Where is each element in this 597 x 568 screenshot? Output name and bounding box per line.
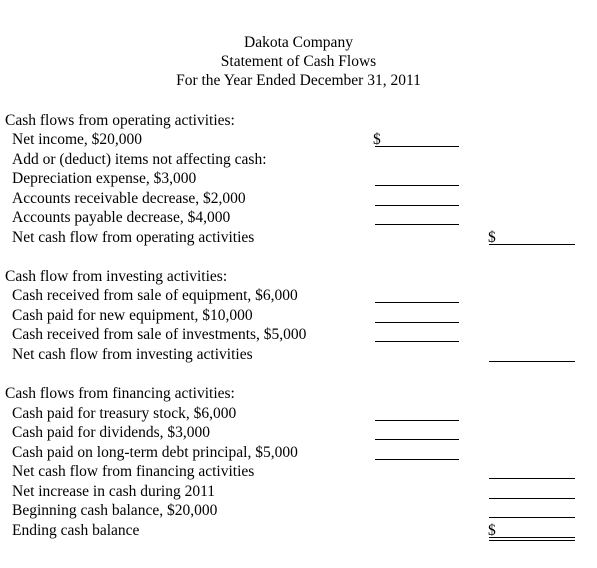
depreciation-label: Depreciation expense, $3,000 xyxy=(12,170,197,187)
operating-heading: Cash flows from operating activities: xyxy=(5,112,235,129)
investing-heading-row xyxy=(0,267,597,287)
answer-blank[interactable] xyxy=(375,205,459,206)
investing-heading: Cash flow from investing activities: xyxy=(5,268,228,285)
ar-decrease-row xyxy=(0,189,597,209)
financing-net-label: Net cash flow from financing activities xyxy=(12,463,255,480)
new-equipment-row xyxy=(0,306,597,326)
dividends-label: Cash paid for dividends, $3,000 xyxy=(12,424,211,441)
depreciation-row xyxy=(0,169,597,189)
ap-decrease-label: Accounts payable decrease, $4,000 xyxy=(12,209,231,226)
statement-header xyxy=(0,33,597,90)
financing-heading-row xyxy=(0,384,597,404)
statement-title: Statement of Cash Flows xyxy=(220,53,377,70)
answer-blank[interactable] xyxy=(489,517,575,518)
net-income-label: Net income, $20,000 xyxy=(12,131,143,148)
answer-blank[interactable] xyxy=(375,341,459,342)
answer-blank[interactable] xyxy=(375,439,459,440)
dollar-sign: $ xyxy=(488,522,496,539)
net-income-row xyxy=(0,130,597,150)
new-equipment-label: Cash paid for new equipment, $10,000 xyxy=(12,307,253,324)
operating-net-label: Net cash flow from operating activities xyxy=(12,229,255,246)
answer-blank[interactable] xyxy=(489,478,575,479)
dollar-sign: $ xyxy=(373,131,381,148)
ar-decrease-label: Accounts receivable decrease, $2,000 xyxy=(12,190,246,207)
investing-net-label: Net cash flow from investing activities xyxy=(12,346,253,363)
answer-blank[interactable] xyxy=(375,420,459,421)
adjustments-heading-row xyxy=(0,150,597,170)
operating-net-row xyxy=(0,228,597,248)
answer-blank[interactable] xyxy=(375,146,459,147)
debt-principal-label: Cash paid on long-term debt principal, $5,000 xyxy=(12,444,298,461)
sale-equipment-label: Cash received from sale of equipment, $6,000 xyxy=(12,287,298,304)
double-underline xyxy=(489,540,575,541)
net-increase-row xyxy=(0,482,597,502)
answer-blank[interactable] xyxy=(489,537,575,538)
dollar-sign: $ xyxy=(488,229,496,246)
adjustments-heading: Add or (deduct) items not affecting cash: xyxy=(12,151,267,168)
answer-blank[interactable] xyxy=(375,185,459,186)
dividends-row xyxy=(0,423,597,443)
treasury-stock-row xyxy=(0,404,597,424)
answer-blank[interactable] xyxy=(375,459,459,460)
answer-blank[interactable] xyxy=(375,322,459,323)
sale-investments-label: Cash received from sale of investments, $5,000 xyxy=(12,326,307,343)
financing-net-row xyxy=(0,462,597,482)
ending-balance-row xyxy=(0,521,597,541)
answer-blank[interactable] xyxy=(489,498,575,499)
company-name: Dakota Company xyxy=(244,34,353,51)
ending-balance-label: Ending cash balance xyxy=(12,522,140,539)
operating-heading-row xyxy=(0,111,597,131)
financing-heading: Cash flows from financing activities: xyxy=(5,385,235,402)
beginning-balance-label: Beginning cash balance, $20,000 xyxy=(12,502,218,519)
treasury-stock-label: Cash paid for treasury stock, $6,000 xyxy=(12,405,237,422)
answer-blank[interactable] xyxy=(489,244,575,245)
answer-blank[interactable] xyxy=(375,224,459,225)
answer-blank[interactable] xyxy=(489,361,575,362)
ap-decrease-row xyxy=(0,208,597,228)
debt-principal-row xyxy=(0,443,597,463)
investing-net-row xyxy=(0,345,597,365)
beginning-balance-row xyxy=(0,501,597,521)
answer-blank[interactable] xyxy=(375,302,459,303)
sale-equipment-row xyxy=(0,286,597,306)
statement-period: For the Year Ended December 31, 2011 xyxy=(176,72,421,89)
net-increase-label: Net increase in cash during 2011 xyxy=(12,483,216,500)
sale-investments-row xyxy=(0,325,597,345)
